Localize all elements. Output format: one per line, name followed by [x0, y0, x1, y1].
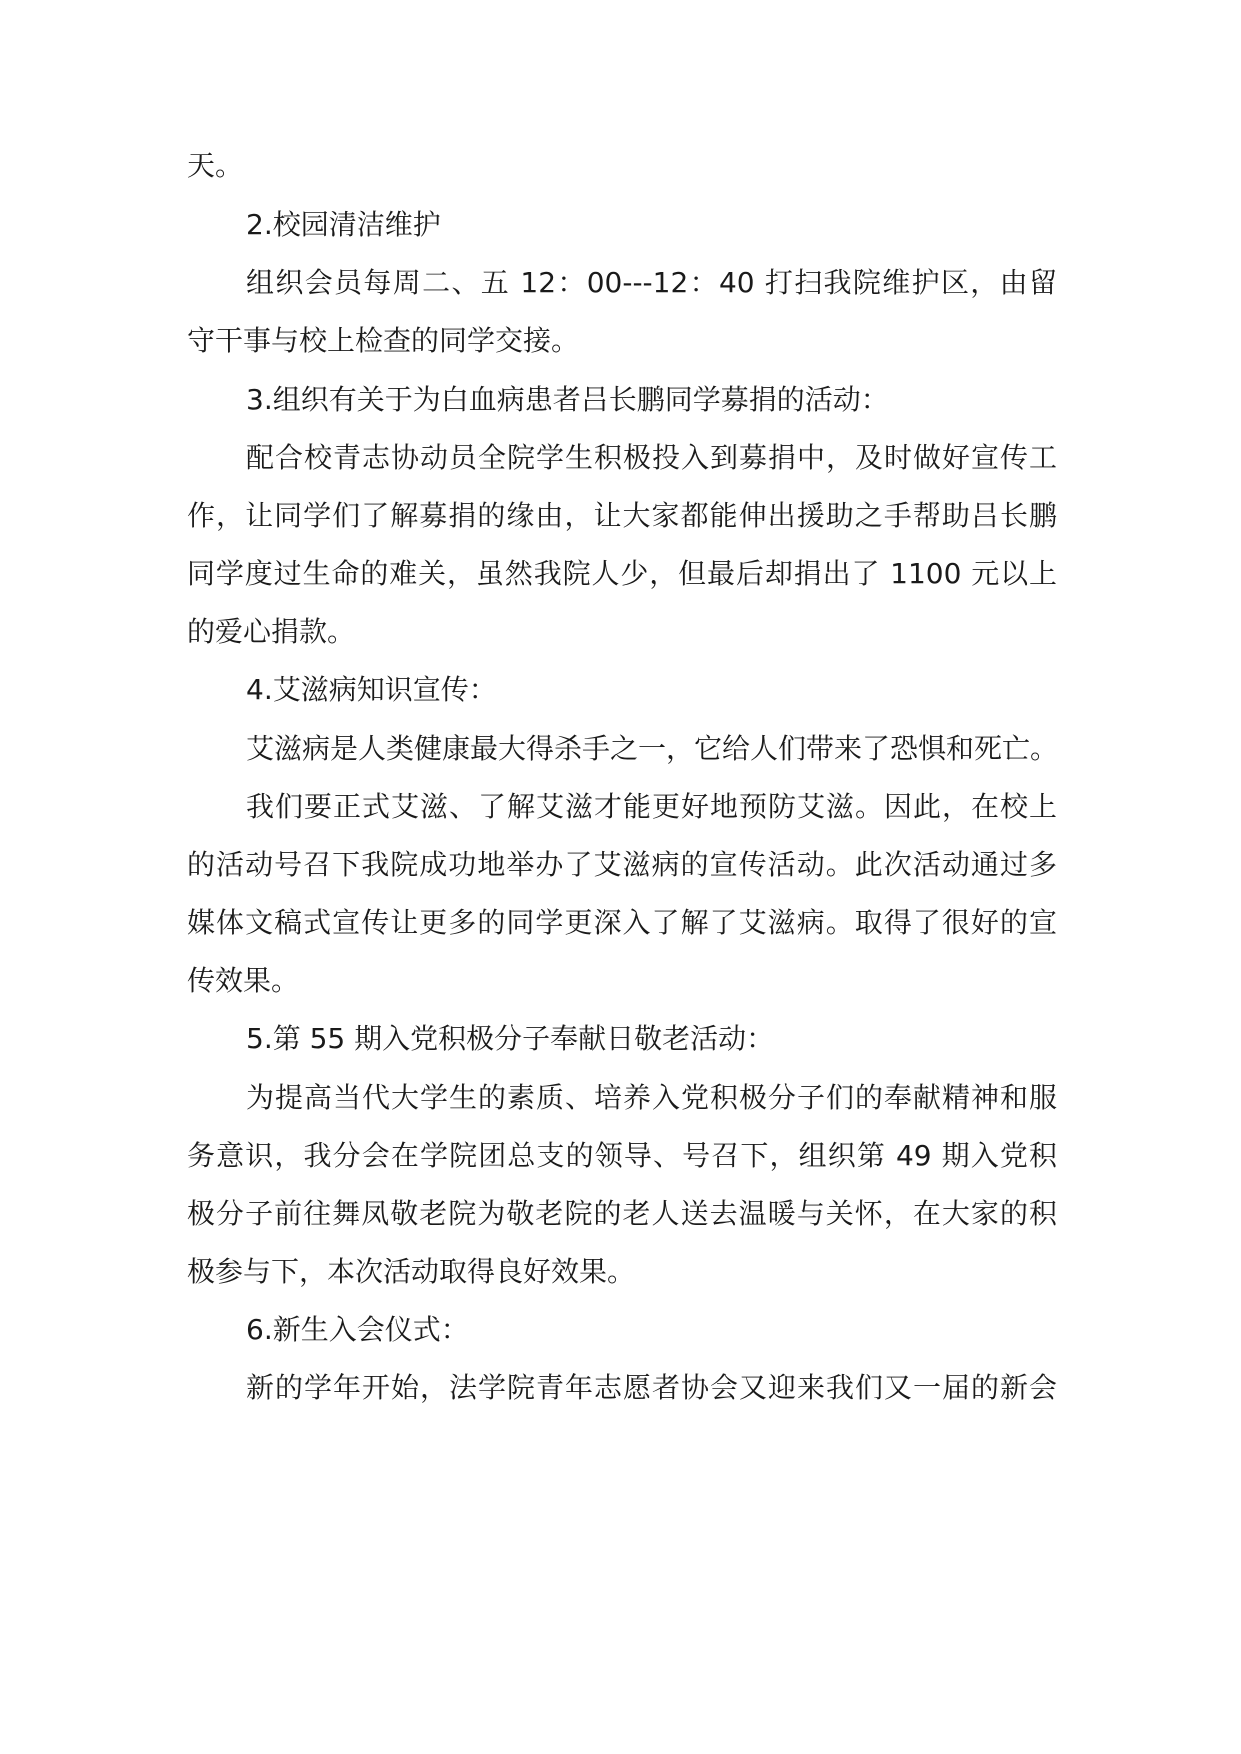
text-line: 传效果。: [187, 964, 300, 997]
text-line: 同学度过生命的难关，虽然我院人少，但最后却捐出了 1100 元以上: [187, 557, 1057, 590]
text-line: 守干事与校上检查的同学交接。: [187, 324, 580, 357]
text-line: 媒体文稿式宣传让更多的同学更深入了解了艾滋病。取得了很好的宣: [187, 906, 1057, 939]
section-heading: 3.组织有关于为白血病患者吕长鹏同学募捐的活动：: [246, 383, 889, 416]
section-heading: 2.校园清洁维护: [246, 208, 441, 241]
text-line: 新的学年开始，法学院青年志愿者协会又迎来我们又一届的新会: [246, 1371, 1057, 1404]
section-heading: 4.艾滋病知识宣传：: [246, 673, 497, 706]
section-heading: 6.新生入会仪式：: [246, 1313, 469, 1346]
text-line: 务意识，我分会在学院团总支的领导、号召下，组织第 49 期入党积: [187, 1139, 1057, 1172]
text-line: 为提高当代大学生的素质、培养入党积极分子们的奉献精神和服: [246, 1081, 1057, 1114]
text-line: 我们要正式艾滋、了解艾滋才能更好地预防艾滋。因此，在校上: [246, 790, 1057, 823]
text-line: 极分子前往舞凤敬老院为敬老院的老人送去温暖与关怀，在大家的积: [187, 1197, 1057, 1230]
text-line: 极参与下，本次活动取得良好效果。: [187, 1255, 636, 1288]
text-line: 配合校青志协动员全院学生积极投入到募捐中，及时做好宣传工: [246, 441, 1057, 474]
text-line: 的活动号召下我院成功地举办了艾滋病的宣传活动。此次活动通过多: [187, 848, 1057, 881]
section-heading: 5.第 55 期入党积极分子奉献日敬老活动：: [246, 1022, 775, 1055]
text-line: 作，让同学们了解募捐的缘由，让大家都能伸出援助之手帮助吕长鹏: [187, 499, 1057, 532]
text-line: 的爱心捐款。: [187, 615, 356, 648]
text-line: 艾滋病是人类健康最大得杀手之一，它给人们带来了恐惧和死亡。: [246, 732, 1059, 765]
text-line: 天。: [187, 149, 244, 182]
text-line: 组织会员每周二、五 12：00---12：40 打扫我院维护区，由留: [246, 266, 1057, 299]
